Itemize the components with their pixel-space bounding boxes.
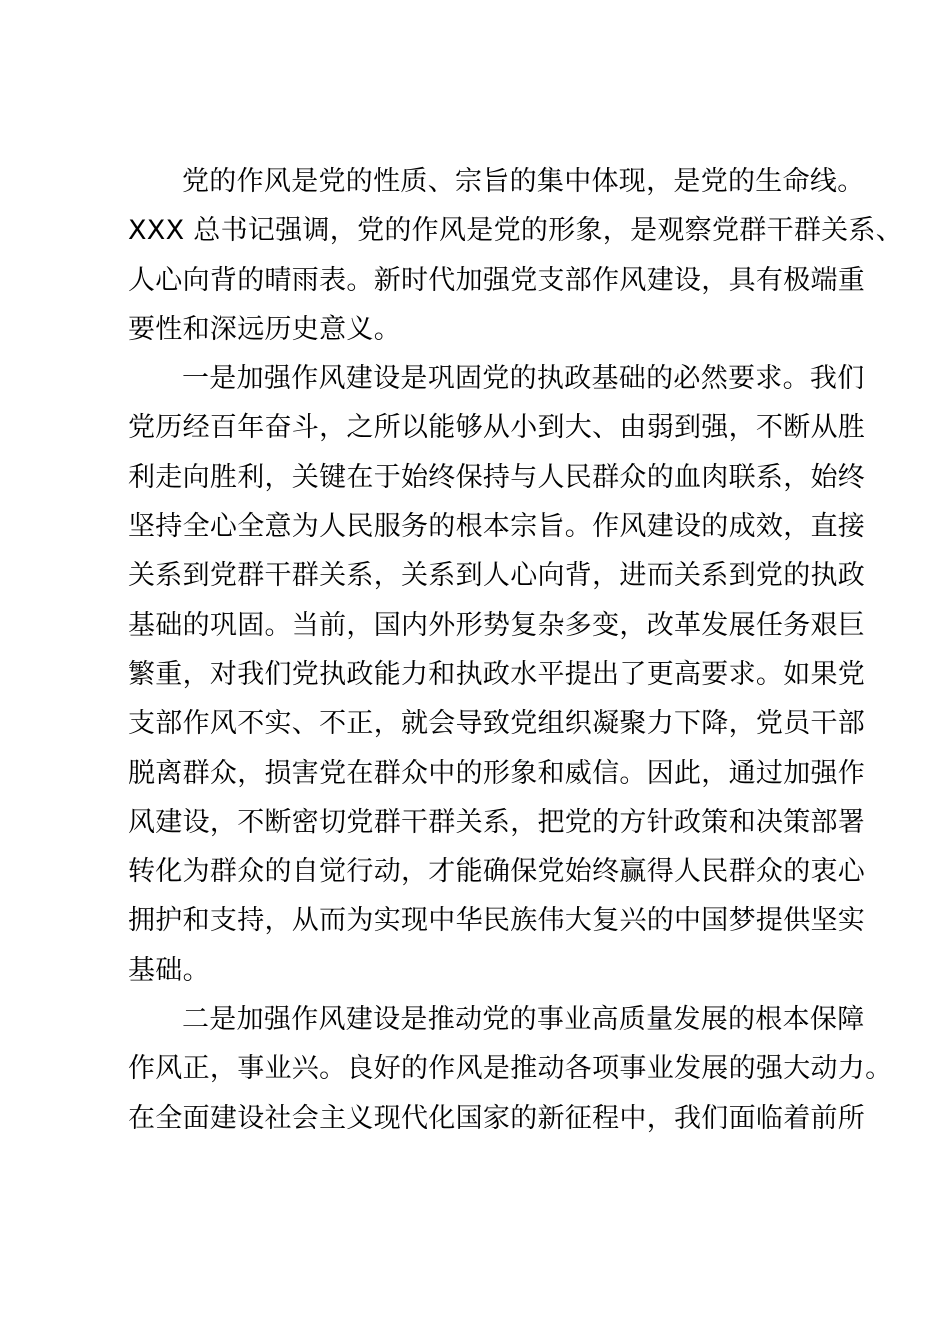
- text-line: 脱离群众，损害党在群众中的形象和威信。因此，通过加强作: [128, 757, 866, 789]
- text-line: 利走向胜利，关键在于始终保持与人民群众的血肉联系，始终: [128, 461, 866, 493]
- text-line: 基础的巩固。当前，国内外形势复杂多变，改革发展任务艰巨: [128, 609, 866, 641]
- text-line: 作风正，事业兴。良好的作风是推动各项事业发展的强大动力。: [128, 1053, 893, 1085]
- text-line: 党历经百年奋斗，之所以能够从小到大、由弱到强，不断从胜: [128, 412, 866, 444]
- text-line: XXX 总书记强调，党的作风是党的形象，是观察党群干群关系、: [128, 215, 904, 247]
- text-line: 二是加强作风建设是推动党的事业高质量发展的根本保障: [182, 1004, 865, 1036]
- text-line: 风建设，不断密切党群干群关系，把党的方针政策和决策部署: [128, 806, 866, 838]
- text-line: 关系到党群干群关系，关系到人心向背，进而关系到党的执政: [128, 560, 866, 592]
- text-line: 拥护和支持，从而为实现中华民族伟大复兴的中国梦提供坚实: [128, 905, 866, 937]
- text-line: 要性和深远历史意义。: [128, 313, 401, 345]
- text-line: 人心向背的晴雨表。新时代加强党支部作风建设，具有极端重: [128, 264, 866, 296]
- text-line: 繁重，对我们党执政能力和执政水平提出了更高要求。如果党: [128, 658, 866, 690]
- text-line: 基础。: [128, 954, 210, 986]
- paragraph-3: [128, 995, 893, 1143]
- text-line: 在全面建设社会主义现代化国家的新征程中，我们面临着前所: [128, 1102, 866, 1134]
- document-body: [128, 157, 904, 1143]
- text-line: 转化为群众的自觉行动，才能确保党始终赢得人民群众的衷心: [128, 856, 866, 888]
- text-line: 党的作风是党的性质、宗旨的集中体现，是党的生命线。: [182, 166, 865, 197]
- paragraph-2: [128, 354, 866, 995]
- text-line: 支部作风不实、不正，就会导致党组织凝聚力下降，党员干部: [128, 708, 866, 740]
- text-line: 一是加强作风建设是巩固党的执政基础的必然要求。我们: [182, 363, 865, 395]
- paragraph-1: [128, 157, 904, 354]
- text-line: 坚持全心全意为人民服务的根本宗旨。作风建设的成效，直接: [128, 511, 866, 543]
